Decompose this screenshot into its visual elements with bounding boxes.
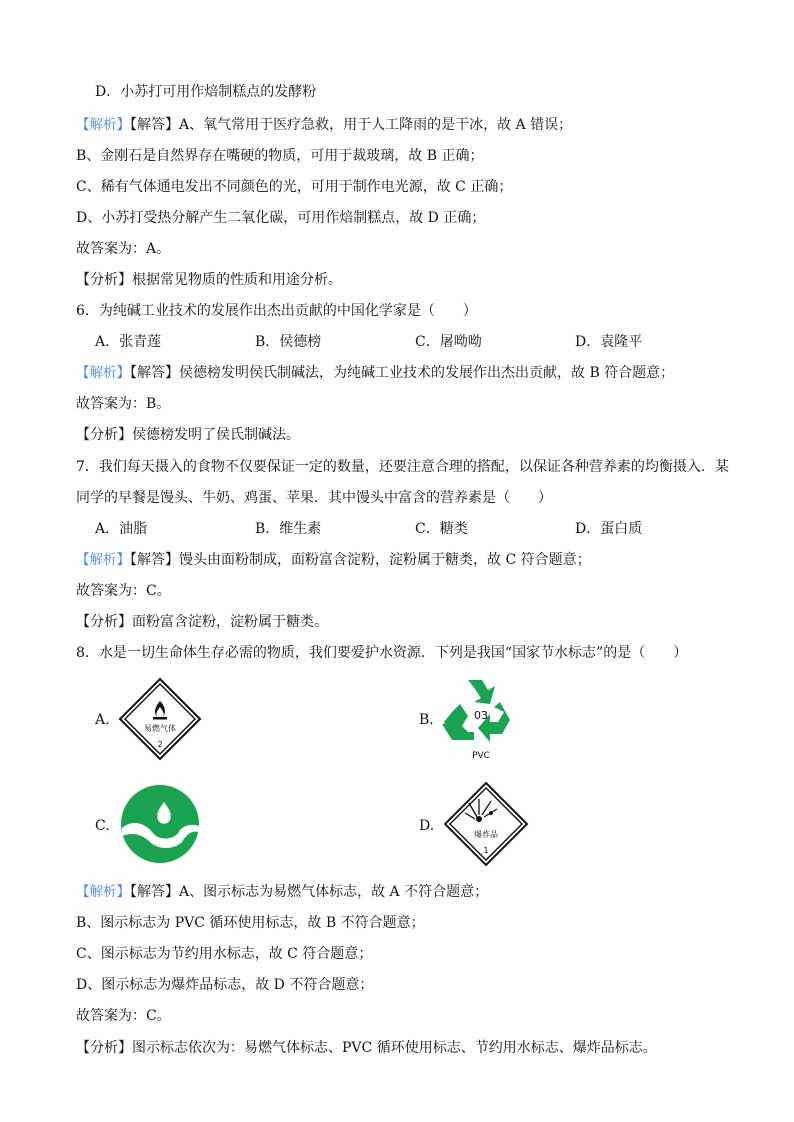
q6-option-b: B．侯德榜 [255,334,322,350]
q7-option-d: D．蛋白质 [575,521,643,537]
q8-analysis: 【分析】图示标志依次为：易燃气体标志、PVC 循环使用标志、节约用水标志、爆炸品标志。 [76,1040,657,1056]
q7-option-c: C．糖类 [415,521,468,537]
explosive-sign [443,781,529,867]
explanation-tag: 【解析】 [76,117,130,133]
q5-option-d: D．小苏打可用作焙制糕点的发酵粉 [95,84,317,100]
sign-b-text: PVC [472,751,490,761]
q6-analysis: 【分析】侯德榜发明了侯氏制碱法。 [76,427,300,443]
sign-d-text: 爆炸品 [474,830,498,839]
explanation-tag: 【解析】 [76,365,130,381]
q8-label-c: C. [95,818,110,834]
explanation-tag: 【解析】 [76,884,130,900]
q5-explanation-1: 【解析】【解答】A、氧气常用于医疗急救，用于人工降雨的是干冰，故 A 错误； [76,117,573,133]
q5-answer: 故答案为：A。 [76,241,171,257]
q8-explanation-1: 【解析】【解答】A、图示标志为易燃气体标志，故 A 不符合题意； [76,884,489,900]
q8-explanation-2: B、图示标志为 PVC 循环使用标志，故 B 不符合题意； [76,915,425,931]
sign-b-code: 03 [474,709,488,722]
q8-stem: 8．水是一切生命体生存必需的物质，我们要爱护水资源．下列是我国“国家节水标志”的是（ ） [76,645,688,661]
sign-a-number: 2 [157,740,163,749]
explanation-tag: 【解析】 [76,552,130,568]
q6-stem: 6．为纯碱工业技术的发展作出杰出贡献的中国化学家是（ ） [76,303,477,319]
q5-explanation-2: B、金刚石是自然界存在嘴硬的物质，可用于裁玻璃，故 B 正确； [76,148,484,164]
water-saving-sign [120,784,200,864]
q7-stem-1: 7．我们每天摄入的食物不仅要保证一定的数量，还要注意合理的搭配，以保证各种营养素的均衡摄入．某 [76,459,729,475]
q6-option-d: D．袁隆平 [575,334,643,350]
q5-explanation-3: C、稀有气体通电发出不同颜色的光，可用于制作电光源，故 C 正确； [76,179,513,195]
sign-a-text: 易燃气体 [144,724,176,733]
q5-explanation-4: D、小苏打受热分解产生二氧化碳，可用作焙制糕点，故 D 正确； [76,210,486,226]
q7-explanation: 【解析】【解答】馒头由面粉制成，面粉富含淀粉，淀粉属于糖类，故 C 符合题意； [76,552,591,568]
q7-stem-2: 同学的早餐是馒头、牛奶、鸡蛋、苹果．其中馒头中富含的营养素是（ ） [76,490,552,506]
sign-d-number: 1 [483,846,489,855]
q6-explanation: 【解析】【解答】侯德榜发明侯氏制碱法，为纯碱工业技术的发展作出杰出贡献，故 B 符合题意； [76,365,675,381]
q8-answer: 故答案为：C。 [76,1008,171,1024]
q7-option-b: B．维生素 [255,521,322,537]
q7-answer: 故答案为：C。 [76,583,171,599]
q8-label-b: B. [419,712,434,728]
q6-answer: 故答案为：B。 [76,396,171,412]
q6-option-a: A．张青莲 [95,334,162,350]
q7-options [95,519,735,539]
q7-analysis: 【分析】面粉富含淀粉，淀粉属于糖类。 [76,614,328,630]
q8-explanation-3: C、图示标志为节约用水标志，故 C 符合题意； [76,946,373,962]
q6-options [95,332,735,352]
q8-explanation-4: D、图示标志为爆炸品标志，故 D 不符合题意； [76,977,374,993]
q8-label-a: A. [95,712,110,728]
q7-option-a: A．油脂 [95,521,148,537]
q8-label-d: D. [419,818,435,834]
q6-option-c: C．屠呦呦 [415,334,482,350]
pvc-recycle-sign [438,672,524,764]
q5-analysis: 【分析】根据常见物质的性质和用途分析。 [76,272,342,288]
flammable-gas-sign [118,677,202,761]
